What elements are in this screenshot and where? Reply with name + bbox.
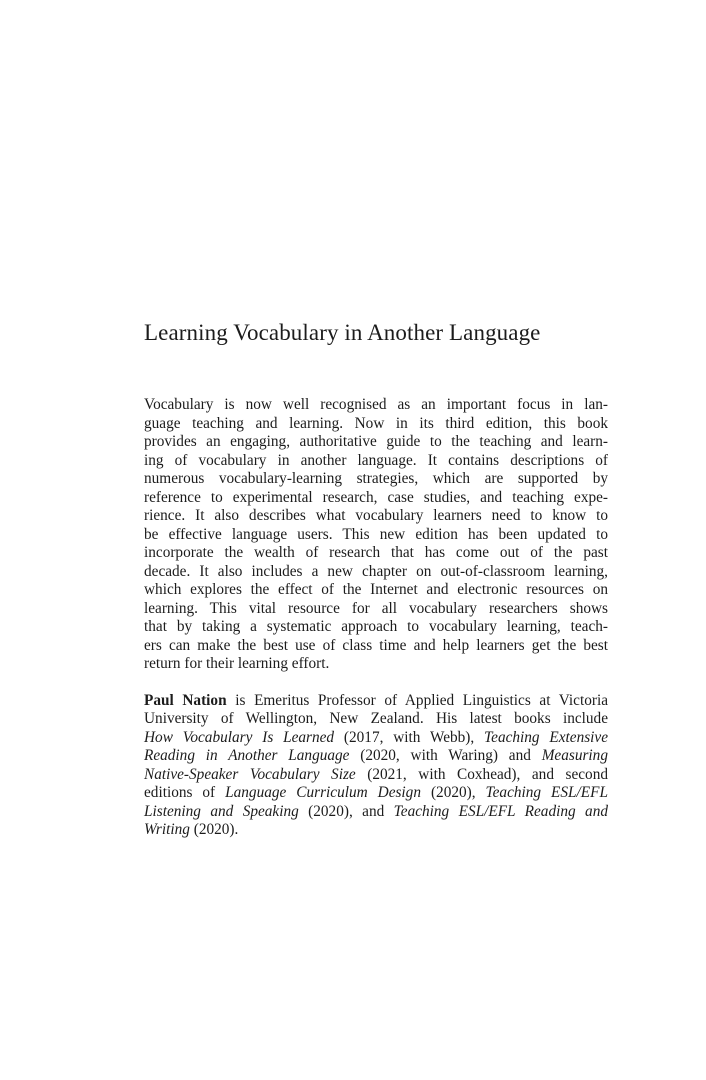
description-line: be effective language users. This new edition has been updated to xyxy=(144,525,608,543)
description-line: decade. It also includes a new chapter on out-of-classroom learning, xyxy=(144,562,608,580)
author-name: Paul Nation xyxy=(144,691,227,709)
book-title-italic: Teaching Extensive xyxy=(484,728,609,746)
description-line: ing of vocabulary in another language. It contains descriptions of xyxy=(144,451,608,469)
book-title-italic: Teaching ESL/EFL xyxy=(485,784,608,801)
bio-text: (2017, with Webb), xyxy=(334,728,485,746)
bio-text: (2021, with Coxhead), and second xyxy=(355,765,608,783)
bio-text: (2020, with Waring) and xyxy=(349,747,542,764)
book-description xyxy=(144,396,608,674)
bio-text: is Emeritus Professor of Applied Linguistics at Victoria xyxy=(226,691,608,709)
bio-line: University of Wellington, New Zealand. His latest books include xyxy=(144,710,608,727)
bio-text: (2020), and xyxy=(298,802,394,820)
description-line: learning. This vital resource for all vocabulary researchers shows xyxy=(144,599,608,617)
book-title-italic: Language Curriculum Design xyxy=(225,784,421,801)
book-title-italic: Measuring xyxy=(541,747,608,764)
book-title-italic: Native-Speaker Vocabulary Size xyxy=(144,765,356,783)
back-cover-content xyxy=(144,318,608,840)
book-title-italic: Reading in Another Language xyxy=(144,747,350,764)
bio-text: (2020), xyxy=(420,784,486,801)
bio-text: (2020). xyxy=(189,821,239,838)
description-line: provides an engaging, authoritative guide to the teaching and learn- xyxy=(144,433,608,450)
book-title-italic: Teaching ESL/EFL Reading and xyxy=(393,802,608,820)
description-line: return for their learning effort. xyxy=(144,655,330,672)
book-title-italic: How Vocabulary Is Learned xyxy=(144,728,335,746)
book-title: Learning Vocabulary in Another Language xyxy=(144,320,541,345)
description-line: numerous vocabulary-learning strategies, which are supported by xyxy=(144,470,608,487)
book-title-italic: Listening and Speaking xyxy=(144,802,299,820)
bio-line xyxy=(144,729,608,748)
bio-line xyxy=(144,747,608,766)
bio-line xyxy=(144,821,608,840)
bio-line xyxy=(144,692,608,711)
description-line: that by taking a systematic approach to vocabulary learning, teach- xyxy=(144,618,608,635)
bio-line xyxy=(144,784,608,803)
description-line: guage teaching and learning. Now in its third edition, this book xyxy=(144,414,608,432)
description-line: ers can make the best use of class time and help learners get the best xyxy=(144,636,608,654)
description-line: rience. It also describes what vocabulary learners need to know to xyxy=(144,507,608,524)
description-line: Vocabulary is now well recognised as an important focus in lan- xyxy=(144,396,608,413)
bio-text: editions of xyxy=(144,784,226,801)
description-line: incorporate the wealth of research that has come out of the past xyxy=(144,544,608,561)
description-line: reference to experimental research, case studies, and teaching expe- xyxy=(144,488,608,506)
description-line: which explores the effect of the Internet and electronic resources on xyxy=(144,581,608,598)
bio-line xyxy=(144,803,608,822)
bio-line xyxy=(144,766,608,785)
book-title-italic: Writing xyxy=(144,821,190,838)
author-bio xyxy=(144,692,608,840)
